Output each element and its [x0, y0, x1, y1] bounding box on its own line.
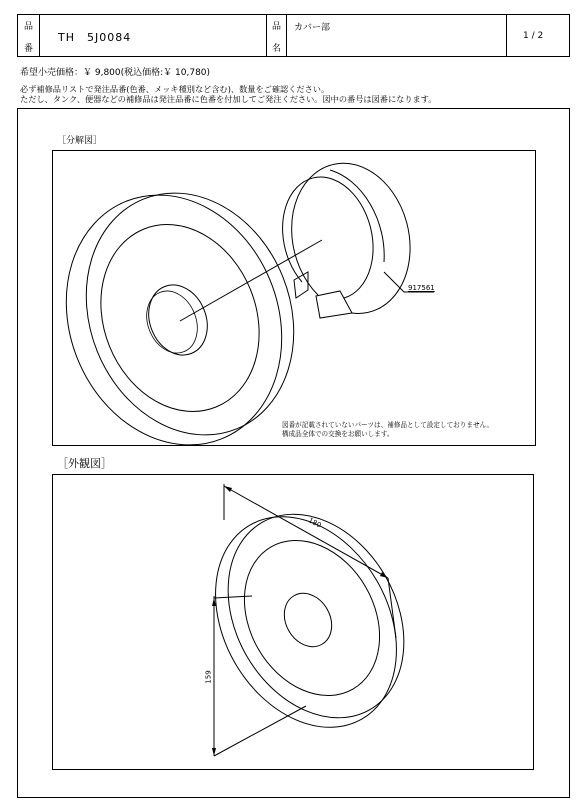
exploded-title: ［分解図］ — [57, 136, 103, 146]
part-label-917561: 917561 — [408, 284, 435, 292]
part-name: カバー部 — [294, 23, 331, 33]
note-line-1: 必ず補修品リストで発注品番(色番、メッキ種別など含む)、数量をご確認ください。 — [20, 84, 330, 94]
hin-label-top: 品 — [24, 22, 34, 32]
part-number: TH 5J0084 — [58, 31, 132, 44]
dim-label-180: 180 — [306, 516, 323, 530]
exploded-note-2: 構成品全体での交換をお願いします。 — [282, 430, 394, 438]
hin-label-bottom: 番 — [24, 44, 34, 54]
note-line-2: ただし、タンク、便器などの補修品は発注品番に色番を付加してご発注ください。図中の番号は図番になります。 — [20, 94, 437, 104]
external-title: ［外観図］ — [57, 457, 112, 470]
mei-label-bottom: 名 — [272, 44, 282, 54]
price-line: 希望小売価格：￥ 9,800(税込価格:￥ 10,780) — [20, 68, 211, 78]
dimension-width — [224, 484, 396, 638]
dim-label-159: 159 — [204, 670, 213, 684]
mei-label-top: 品 — [272, 22, 282, 32]
page-number: 1 / 2 — [523, 31, 544, 41]
exploded-note-1: 図番が記載されていないパーツは、補修品として設定しておりません。 — [282, 421, 494, 429]
dimension-arrows — [212, 486, 388, 756]
